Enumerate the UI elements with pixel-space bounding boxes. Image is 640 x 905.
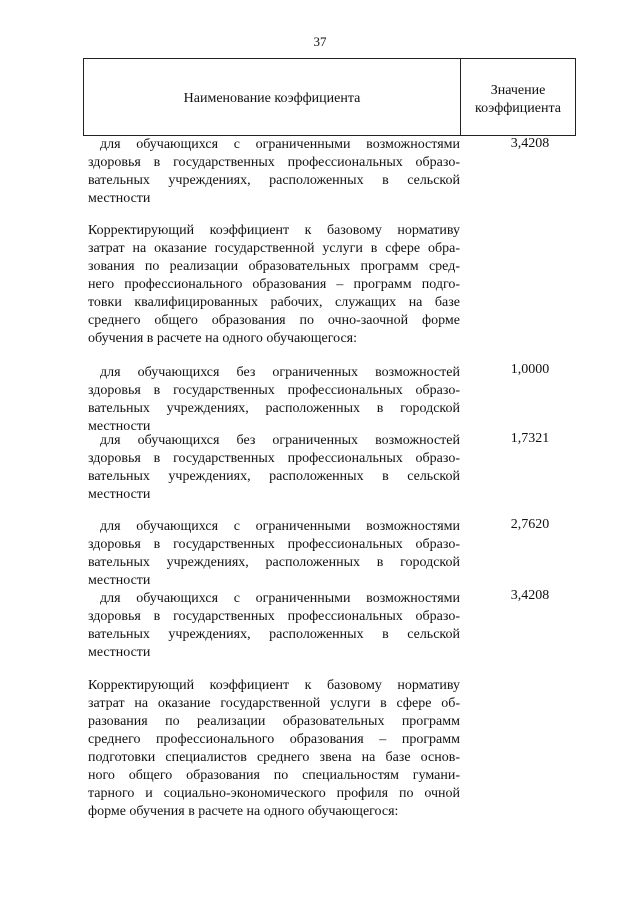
text-line: здоровья в государственных профессиональных образо- xyxy=(88,537,460,552)
text-line: здоровья в государственных профессиональных образо- xyxy=(88,155,460,170)
text-line: вательных учреждениях, расположенных в сельской xyxy=(88,173,460,188)
text-line: тарного и социально-экономического профиля по очной xyxy=(88,786,460,801)
column-header-value-line2: коэффициента xyxy=(475,101,561,116)
text-line: затрат на оказание государственной услуги в сфере об- xyxy=(88,696,460,711)
table-header xyxy=(83,58,576,136)
coefficient-row-text xyxy=(88,364,460,436)
text-line: вательных учреждениях, расположенных в городской xyxy=(88,555,460,570)
text-line: среднего общего образования по очно-заочной форме xyxy=(88,313,460,328)
column-header-value-line1: Значение xyxy=(490,83,546,98)
text-line: местности xyxy=(88,191,151,206)
text-line: зования по реализации образовательных программ сред- xyxy=(88,259,460,274)
text-line: здоровья в государственных профессиональных образо- xyxy=(88,609,460,624)
section-heading xyxy=(88,222,460,348)
text-line: для обучающихся без ограниченных возможностей xyxy=(100,365,460,380)
coefficient-value: 1,0000 xyxy=(510,362,550,377)
text-line: местности xyxy=(88,645,151,660)
text-line: разования по реализации образовательных программ xyxy=(88,714,460,729)
text-line: обучения в расчете на одного обучающегося: xyxy=(88,331,358,346)
text-line: вательных учреждениях, расположенных в сельской xyxy=(88,627,460,642)
text-line: здоровья в государственных профессиональных образо- xyxy=(88,451,460,466)
text-line: Корректирующий коэффициент к базовому нормативу xyxy=(88,678,460,693)
text-line: ного общего образования по специальностям гумани- xyxy=(88,768,460,783)
text-line: него профессионального образования – программ подго- xyxy=(88,277,460,292)
coefficient-row-text xyxy=(88,432,460,504)
column-header-name: Наименование коэффициента xyxy=(84,59,461,135)
text-line: здоровья в государственных профессиональных образо- xyxy=(88,383,460,398)
text-line: товки квалифицированных рабочих, служащих на базе xyxy=(88,295,460,310)
text-line: местности xyxy=(88,419,151,434)
coefficient-value: 1,7321 xyxy=(510,431,550,446)
text-line: вательных учреждениях, расположенных в сельской xyxy=(88,469,460,484)
text-line: вательных учреждениях, расположенных в городской xyxy=(88,401,460,416)
coefficient-value: 3,4208 xyxy=(510,588,550,603)
text-line: местности xyxy=(88,573,151,588)
page-number: 37 xyxy=(313,34,327,49)
text-line: среднего профессионального образования – программ xyxy=(88,732,460,747)
text-line: затрат на оказание государственной услуги в сфере обра- xyxy=(88,241,460,256)
text-line: Корректирующий коэффициент к базовому нормативу xyxy=(88,223,460,238)
column-header-value xyxy=(461,59,575,135)
coefficient-row-text xyxy=(88,590,460,662)
coefficient-row-text xyxy=(88,136,460,208)
coefficient-value: 2,7620 xyxy=(510,517,550,532)
text-line: подготовки специалистов среднего звена на базе основ- xyxy=(88,750,460,765)
text-line: форме обучения в расчете на одного обучающегося: xyxy=(88,804,399,819)
section-heading xyxy=(88,677,460,821)
text-line: для обучающихся с ограниченными возможностями xyxy=(100,519,460,534)
text-line: местности xyxy=(88,487,151,502)
coefficient-row-text xyxy=(88,518,460,590)
text-line: для обучающихся без ограниченных возможностей xyxy=(100,433,460,448)
text-line: для обучающихся с ограниченными возможностями xyxy=(100,137,460,152)
coefficient-value: 3,4208 xyxy=(510,136,550,151)
text-line: для обучающихся с ограниченными возможностями xyxy=(100,591,460,606)
